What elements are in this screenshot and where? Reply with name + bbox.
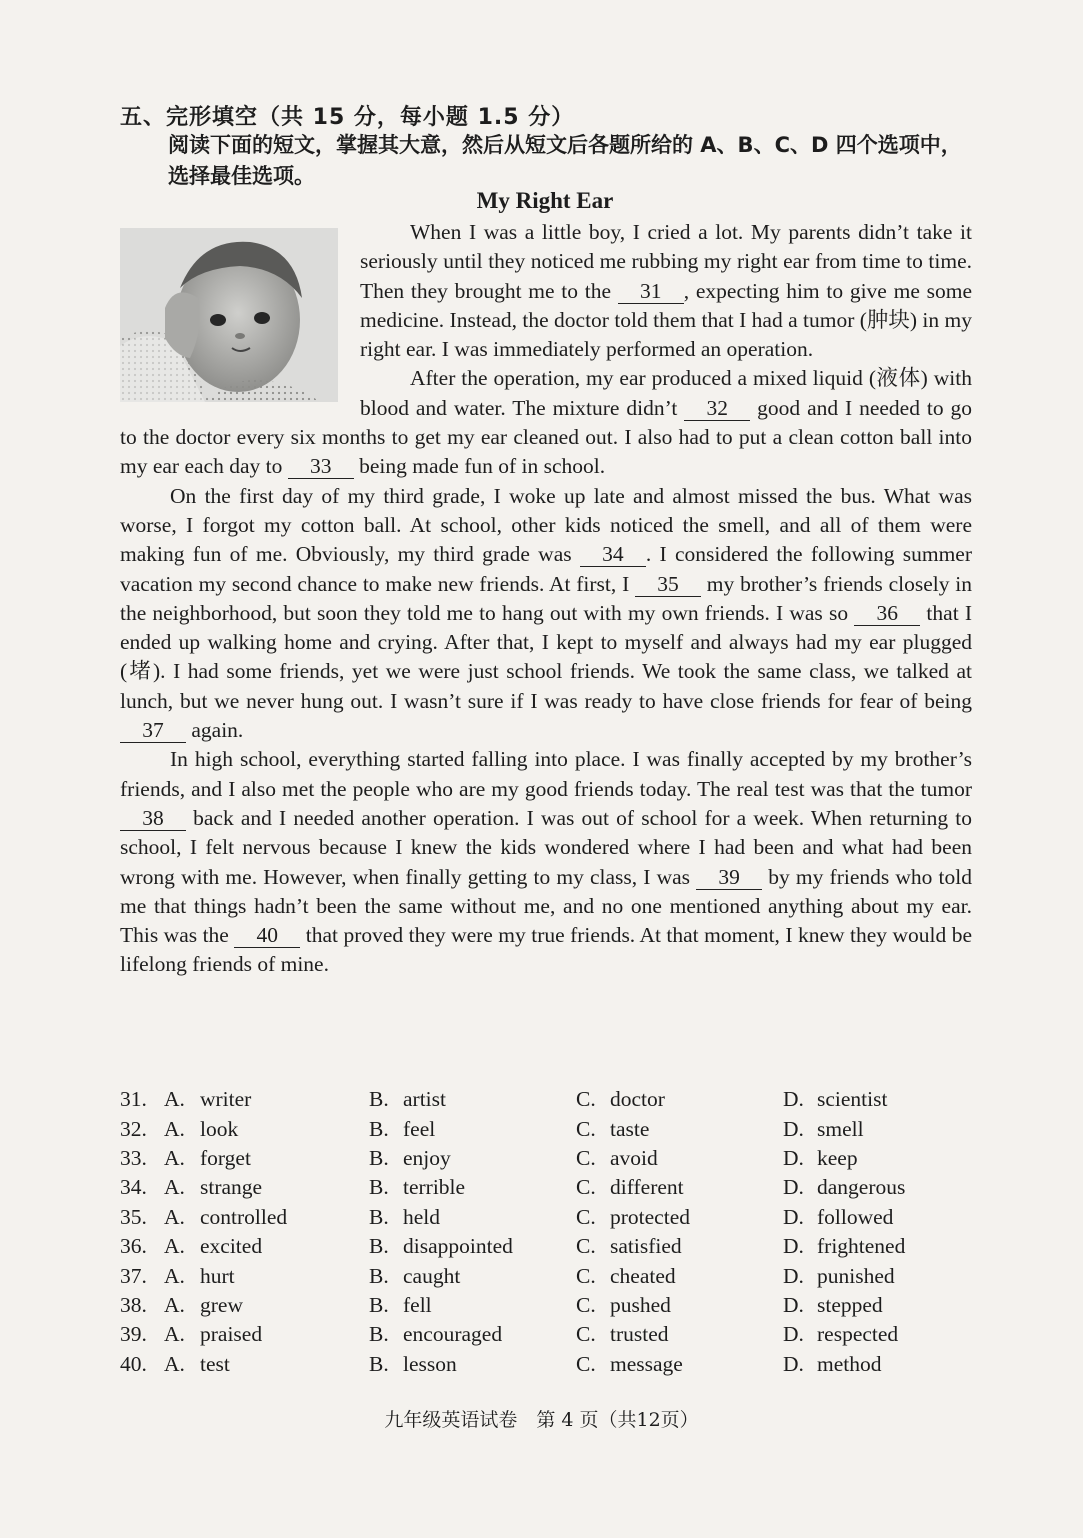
question-row [120,1320,980,1349]
option-word: stepped [817,1292,883,1317]
option-word: fell [403,1292,432,1317]
option-letter: C. [576,1292,596,1317]
option-letter: A. [164,1204,185,1229]
option-d [783,1087,953,1112]
option-b [369,1352,576,1377]
option-a [164,1205,369,1230]
option-word: strange [200,1175,263,1200]
option-a [164,1264,369,1289]
blank-39: 39 [696,865,762,890]
question-number: 36. [120,1234,147,1259]
question-number: 33. [120,1145,147,1170]
option-word: scientist [817,1087,888,1112]
blank-34: 34 [580,542,646,567]
passage-text: that proved they were my true friends. At that moment, I knew they would be lifelong friends of mine. [120,923,972,977]
option-word: respected [817,1322,899,1347]
option-letter: C. [576,1175,596,1200]
option-letter: D. [783,1263,804,1288]
blank-38: 38 [120,806,186,831]
option-d [783,1264,953,1289]
blank-32: 32 [684,396,750,421]
option-word: doctor [610,1087,665,1112]
option-c [576,1352,783,1377]
option-letter: D. [783,1087,804,1112]
blank-35: 35 [635,572,701,597]
question-row [120,1173,980,1202]
question-row [120,1232,980,1261]
blank-40: 40 [234,923,300,948]
passage-paragraph [120,218,972,364]
option-letter: C. [576,1322,596,1347]
option-word: terrible [403,1175,466,1200]
option-a [164,1352,369,1377]
option-a [164,1322,369,1347]
option-letter: B. [369,1234,389,1259]
question-number: 31. [120,1087,147,1112]
option-letter: C. [576,1204,596,1229]
passage-paragraph [120,482,972,746]
option-c [576,1087,783,1112]
option-word: excited [200,1234,263,1259]
option-word: message [610,1351,683,1376]
option-a [164,1146,369,1171]
option-b [369,1087,576,1112]
blank-33: 33 [288,454,354,479]
option-letter: D. [783,1116,804,1141]
option-letter: D. [783,1322,804,1347]
option-letter: B. [369,1322,389,1347]
option-word: frightened [817,1234,906,1259]
option-word: different [610,1175,684,1200]
option-letter: D. [783,1234,804,1259]
option-letter: A. [164,1263,185,1288]
option-letter: C. [576,1234,596,1259]
blank-31: 31 [618,279,684,304]
question-number: 40. [120,1351,147,1376]
option-word: feel [403,1116,436,1141]
passage-text: good and I needed to go to the doctor every six months to get my ear cleaned out. I also had to put a clean cotton ball into my ear each day to [120,395,972,479]
option-word: satisfied [610,1234,682,1259]
option-b [369,1234,576,1259]
option-letter: A. [164,1322,185,1347]
option-c [576,1234,783,1259]
option-a [164,1293,369,1318]
option-word: grew [200,1292,243,1317]
passage-text: On the first day of my third grade, I woke up late and almost missed the bus. What was worse, I forgot my cotton ball. At school, other kids noticed the smell, and all of them were making fun of me. Obviously, my third grade was [120,483,972,567]
option-word: encouraged [403,1322,503,1347]
question-number: 37. [120,1263,147,1288]
section-title: 五、完形填空（共 15 分，每小题 1.5 分） [120,105,575,130]
passage-text: After the operation, my ear produced a mixed liquid (液体) with blood and water. The mixture didn’t [360,366,972,420]
option-word: lesson [403,1351,457,1376]
question-row [120,1114,980,1143]
option-c [576,1175,783,1200]
option-letter: B. [369,1263,389,1288]
option-c [576,1293,783,1318]
section-instruction: 阅读下面的短文，掌握其大意，然后从短文后各题所给的 A、B、C、D 四个选项中，选择最佳选项。 [168,133,962,188]
option-letter: D. [783,1145,804,1170]
option-word: test [200,1351,230,1376]
option-letter: B. [369,1351,389,1376]
option-word: smell [817,1116,864,1141]
option-b [369,1322,576,1347]
question-number: 35. [120,1204,147,1229]
option-letter: C. [576,1087,596,1112]
question-row [120,1291,980,1320]
option-letter: C. [576,1116,596,1141]
option-letter: B. [369,1145,389,1170]
option-c [576,1322,783,1347]
passage-text: When I was a little boy, I cried a lot. My parents didn’t take it seriously until they noticed me rubbing my right ear from time to time. Then they brought me to the [360,220,972,303]
option-word: method [817,1351,882,1376]
option-word: look [200,1116,239,1141]
passage-text: , expecting him to give me some medicine. Instead, the doctor told them that I had a tumor (肿块) in my right ear. I was immediately performed an operation. [360,278,972,362]
option-letter: A. [164,1145,185,1170]
option-d [783,1175,953,1200]
option-word: disappointed [403,1234,513,1259]
question-row [120,1085,980,1114]
option-word: keep [817,1145,858,1170]
passage-text: In high school, everything started falling into place. I was finally accepted by my brother’s friends, and I also met the people who are my good friends today. The real test was that the tumor [120,747,972,801]
option-d [783,1234,953,1259]
option-word: hurt [200,1263,235,1288]
option-word: dangerous [817,1175,906,1200]
option-word: forget [200,1145,251,1170]
passage-text: my brother’s friends closely in the neighborhood, but soon they told me to hang out with my own friends. I was so [120,571,972,625]
passage-text: back and I needed another operation. I was out of school for a week. When returning to school, I felt nervous because I knew the kids wondered where I had been and what had been wrong with me. However, when finally getting to my class, I was [120,805,972,889]
option-letter: B. [369,1087,389,1112]
option-word: followed [817,1204,894,1229]
option-a [164,1087,369,1112]
passage-text: being made fun of in school. [353,454,606,479]
question-row [120,1261,980,1290]
option-letter: D. [783,1292,804,1317]
passage-text: . I considered the following summer vacation my second chance to make new friends. At first, I [120,542,972,596]
option-c [576,1146,783,1171]
option-word: controlled [200,1204,288,1229]
passage-paragraph [120,745,972,979]
question-row [120,1144,980,1173]
option-d [783,1146,953,1171]
photo-spacer [120,218,360,396]
option-letter: A. [164,1175,185,1200]
option-letter: B. [369,1204,389,1229]
option-letter: D. [783,1175,804,1200]
option-letter: D. [783,1204,804,1229]
option-word: held [403,1204,441,1229]
option-d [783,1293,953,1318]
option-word: avoid [610,1145,658,1170]
option-letter: A. [164,1351,185,1376]
option-d [783,1117,953,1142]
option-c [576,1117,783,1142]
option-letter: C. [576,1351,596,1376]
option-d [783,1352,953,1377]
option-a [164,1234,369,1259]
option-d [783,1205,953,1230]
option-word: taste [610,1116,650,1141]
option-letter: B. [369,1292,389,1317]
question-number: 39. [120,1322,147,1347]
option-c [576,1205,783,1230]
passage-text: again. [186,718,244,743]
question-number: 38. [120,1292,147,1317]
option-letter: A. [164,1234,185,1259]
question-row [120,1203,980,1232]
option-b [369,1264,576,1289]
option-letter: D. [783,1351,804,1376]
blank-36: 36 [854,601,920,626]
option-b [369,1205,576,1230]
option-word: cheated [610,1263,676,1288]
option-word: caught [403,1263,461,1288]
option-letter: C. [576,1145,596,1170]
passage-text: by my friends who told me that things hadn’t been the same without me, and no one mentioned anything about my ear. This was the [120,864,972,948]
option-letter: B. [369,1175,389,1200]
option-letter: C. [576,1263,596,1288]
question-number: 34. [120,1175,147,1200]
option-word: enjoy [403,1145,451,1170]
option-word: trusted [610,1322,669,1347]
question-options [120,1085,980,1379]
option-word: protected [610,1204,690,1229]
option-b [369,1146,576,1171]
option-letter: A. [164,1087,185,1112]
option-word: artist [403,1087,446,1112]
option-letter: A. [164,1116,185,1141]
option-word: praised [200,1322,263,1347]
page-footer: 九年级英语试卷 第 4 页（共12页） [384,1409,699,1431]
option-a [164,1117,369,1142]
option-word: pushed [610,1292,671,1317]
option-word: writer [200,1087,252,1112]
option-letter: B. [369,1116,389,1141]
question-number: 32. [120,1116,147,1141]
option-b [369,1117,576,1142]
passage-title: My Right Ear [476,188,614,213]
option-word: punished [817,1263,895,1288]
option-letter: A. [164,1292,185,1317]
option-d [783,1322,953,1347]
blank-37: 37 [120,718,186,743]
passage-text: that I ended up walking home and crying. After that, I kept to myself and always had my ear plugged (堵). I had some friends, yet we were just school friends. We took the same class, we talked at lunch, but we never hung out. I wasn’t sure if I was ready to have close friends for fear of being [120,600,973,713]
passage-body [120,218,972,980]
option-b [369,1293,576,1318]
question-row [120,1350,980,1379]
option-a [164,1175,369,1200]
option-b [369,1175,576,1200]
option-c [576,1264,783,1289]
